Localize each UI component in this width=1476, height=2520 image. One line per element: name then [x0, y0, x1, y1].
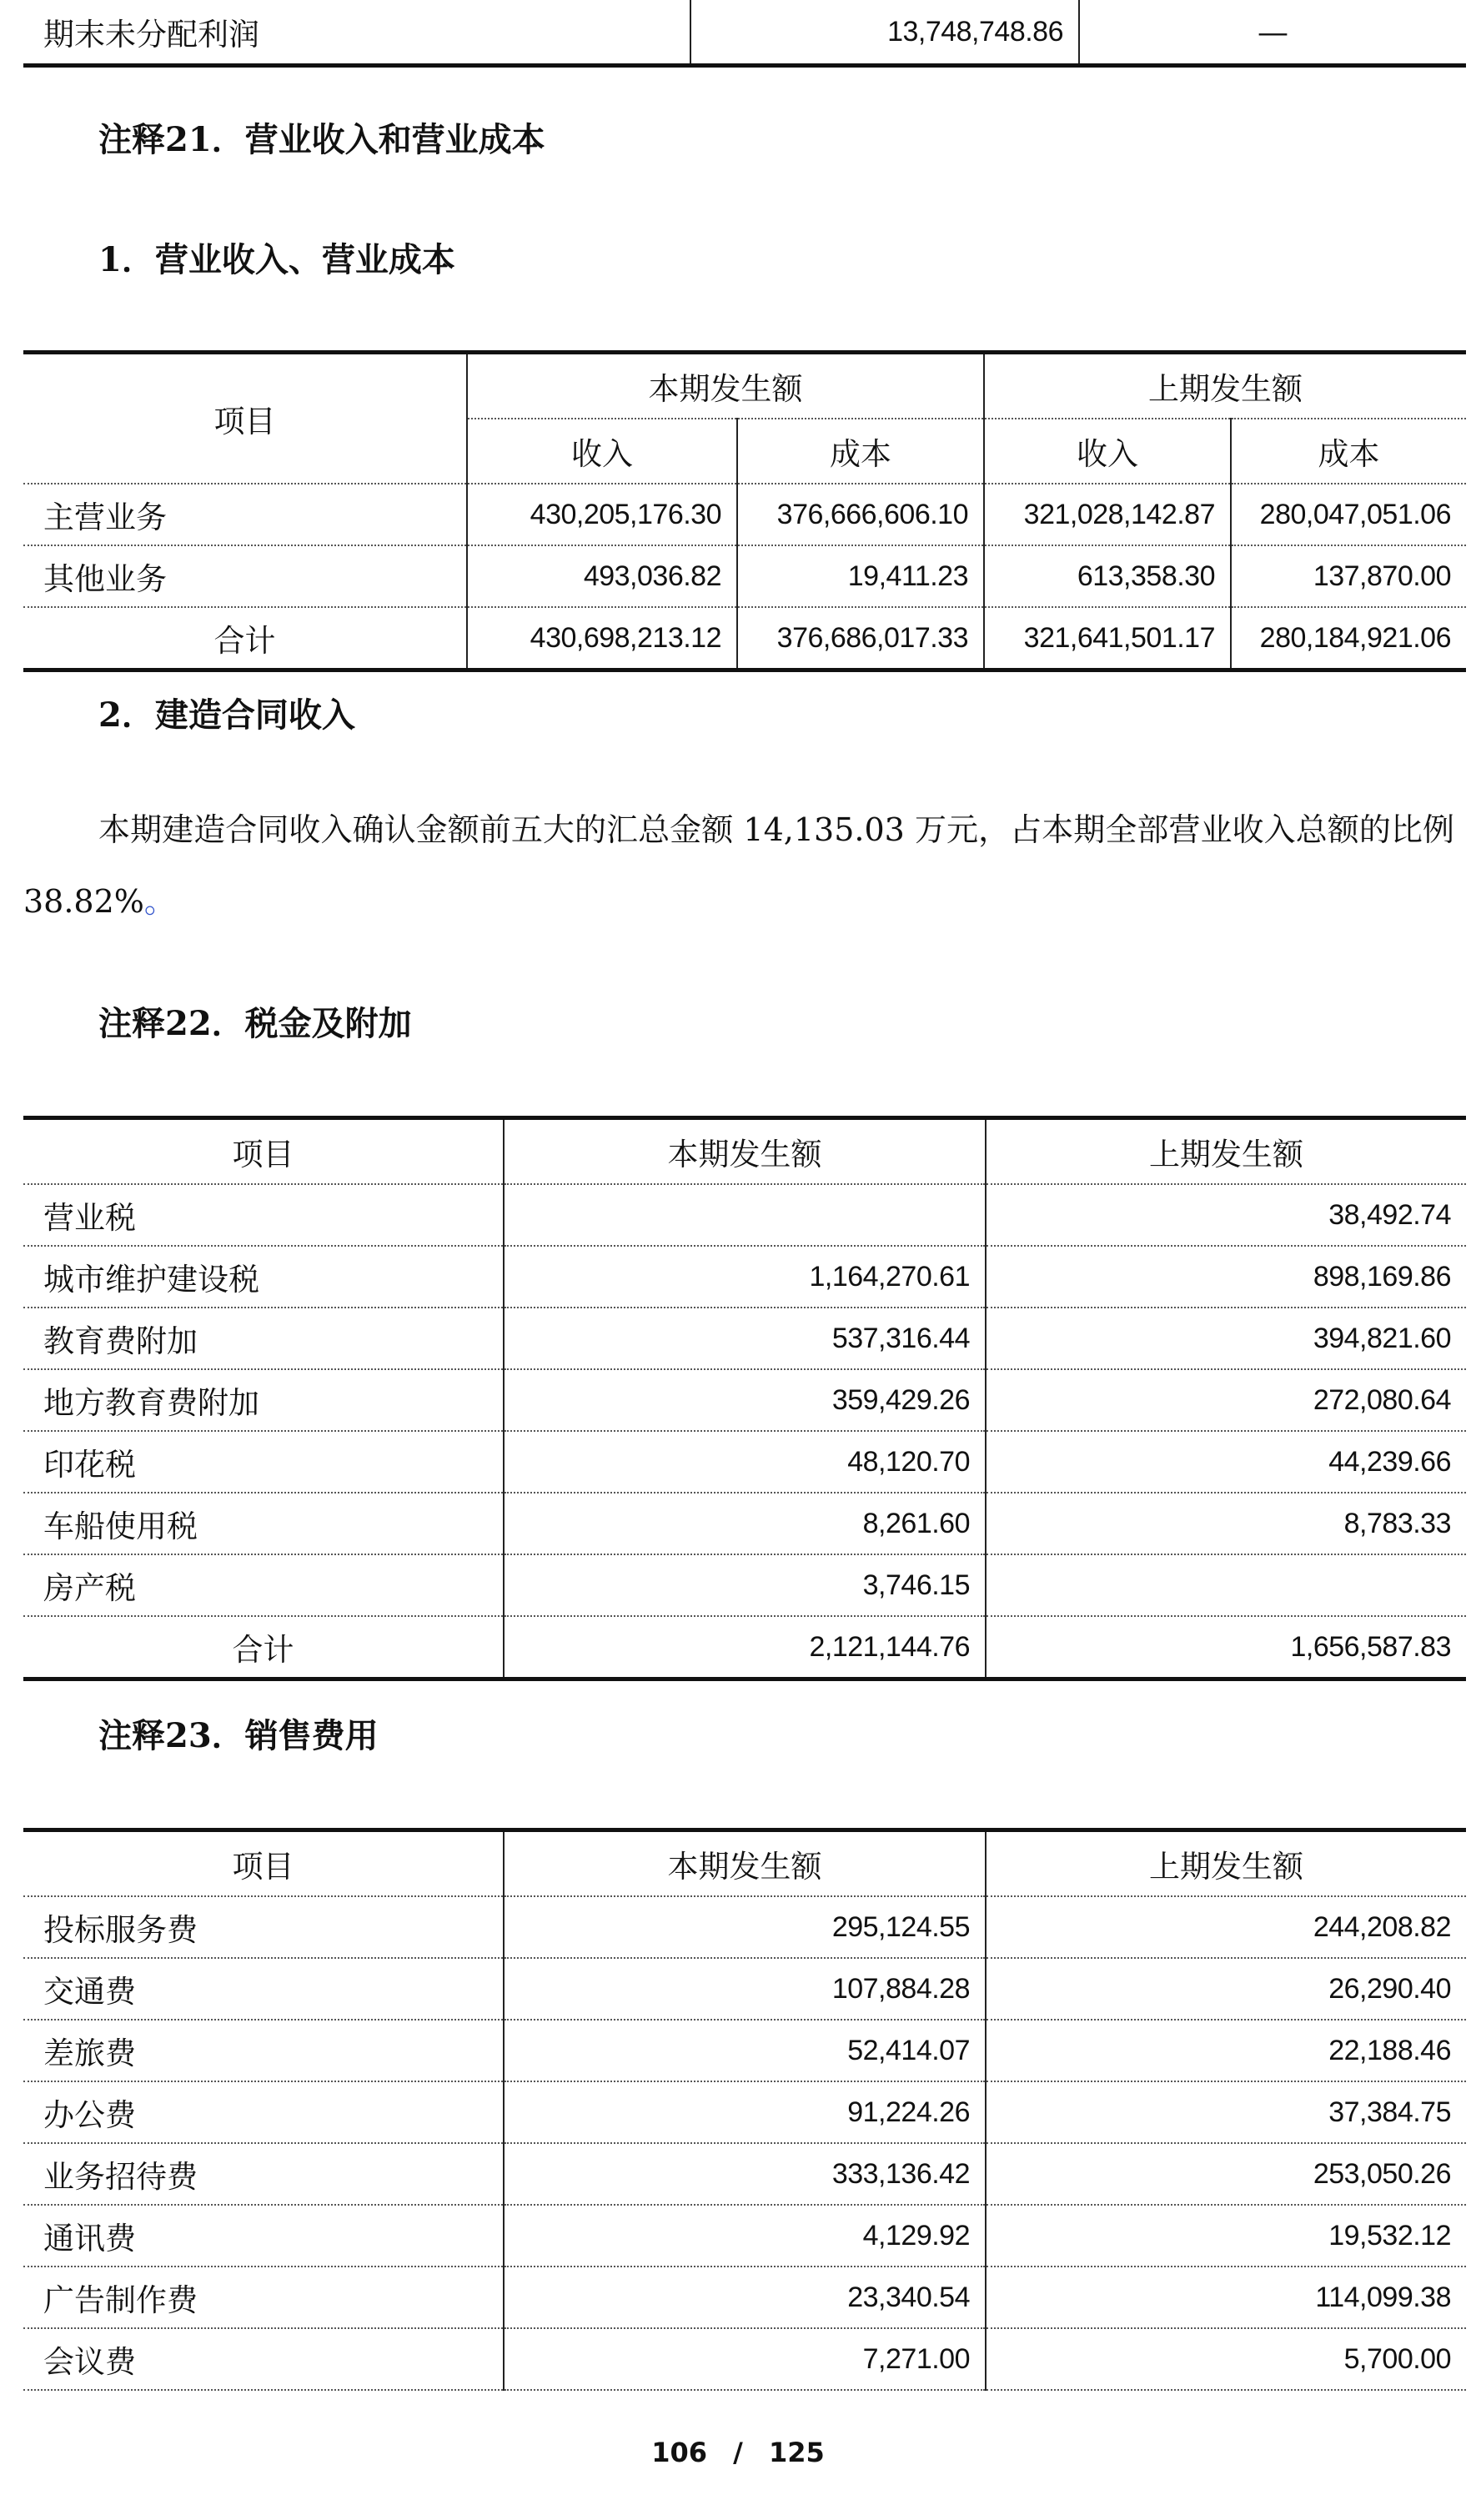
table-header-row: [23, 353, 1466, 419]
cell-value: 1,164,270.61: [504, 1246, 986, 1308]
header-previous: 上期发生额: [986, 1118, 1466, 1185]
cell-value: 359,429.26: [504, 1369, 986, 1431]
table-row: [23, 2020, 1466, 2081]
header-previous: 上期发生额: [984, 353, 1466, 419]
cell-value: 394,821.60: [986, 1308, 1466, 1369]
cell-value: 280,184,921.06: [1231, 607, 1466, 670]
table-row: [23, 2143, 1466, 2205]
cell-value: 8,261.60: [504, 1493, 986, 1554]
table-total-row: [23, 1616, 1466, 1679]
cell-value: 38,492.74: [986, 1184, 1466, 1246]
table-row: [23, 1369, 1466, 1431]
table-row: [23, 2081, 1466, 2143]
row-label: 地方教育费附加: [23, 1369, 504, 1431]
table-row: [23, 2328, 1466, 2390]
table-header-row: [23, 1830, 1466, 1897]
page-separator: /: [733, 2437, 743, 2468]
cell-value: 376,686,017.33: [737, 607, 984, 670]
cell-value: 4,129.92: [504, 2205, 986, 2266]
row-label: 合计: [23, 607, 467, 670]
cell-value: 280,047,051.06: [1231, 484, 1466, 545]
cell-value: 114,099.38: [986, 2266, 1466, 2328]
cell-value: 26,290.40: [986, 1958, 1466, 2020]
cell-value: 48,120.70: [504, 1431, 986, 1493]
row-label: 交通费: [23, 1958, 504, 2020]
table-row: [23, 1246, 1466, 1308]
cell-value: 1,656,587.83: [986, 1616, 1466, 1679]
header-previous-cost: 成本: [1231, 419, 1466, 484]
note23-title: 注释23．销售费用: [98, 1716, 379, 1755]
row-label: 营业税: [23, 1184, 504, 1246]
header-current: 本期发生额: [467, 353, 984, 419]
row-label: 差旅费: [23, 2020, 504, 2081]
table-header-row: [23, 1118, 1466, 1185]
header-item: 项目: [23, 1830, 504, 1897]
table-row: [23, 2205, 1466, 2266]
cell-value: 22,188.46: [986, 2020, 1466, 2081]
cell-value: 333,136.42: [504, 2143, 986, 2205]
header-current: 本期发生额: [504, 1118, 986, 1185]
page-number: 106: [651, 2437, 708, 2468]
table-row: [23, 1493, 1466, 1554]
cell-value: 537,316.44: [504, 1308, 986, 1369]
table-row: [23, 0, 1466, 66]
row-label: 投标服务费: [23, 1896, 504, 1958]
row-label: 期末未分配利润: [23, 0, 690, 66]
cell-value: 253,050.26: [986, 2143, 1466, 2205]
cell-value: 5,700.00: [986, 2328, 1466, 2390]
cell-value: 23,340.54: [504, 2266, 986, 2328]
header-item: 项目: [23, 1118, 504, 1185]
page-footer: [0, 2437, 1476, 2468]
row-label: 房产税: [23, 1554, 504, 1616]
row-label: 业务招待费: [23, 2143, 504, 2205]
header-item: 项目: [23, 353, 467, 484]
table-row: [23, 1554, 1466, 1616]
cell-value: 321,028,142.87: [984, 484, 1231, 545]
note21-sub1-title: 1．营业收入、营业成本: [98, 240, 455, 279]
cell-value: 19,411.23: [737, 545, 984, 607]
cell-value: 493,036.82: [467, 545, 737, 607]
row-label: 教育费附加: [23, 1308, 504, 1369]
row-label: 办公费: [23, 2081, 504, 2143]
header-current: 本期发生额: [504, 1830, 986, 1897]
current-value: 13,748,748.86: [690, 0, 1079, 66]
cell-value: 430,205,176.30: [467, 484, 737, 545]
previous-value: —: [1079, 0, 1466, 66]
taxes-surcharges-table: [23, 1116, 1466, 1681]
cell-value: 91,224.26: [504, 2081, 986, 2143]
cell-value: 376,666,606.10: [737, 484, 984, 545]
table-row: [23, 1896, 1466, 1958]
row-label: 印花税: [23, 1431, 504, 1493]
cell-value: 3,746.15: [504, 1554, 986, 1616]
cell-value: 137,870.00: [1231, 545, 1466, 607]
table-row: [23, 484, 1466, 545]
row-label: 会议费: [23, 2328, 504, 2390]
header-current-income: 收入: [467, 419, 737, 484]
table-row: [23, 1431, 1466, 1493]
cell-value: 107,884.28: [504, 1958, 986, 2020]
cell-value: 244,208.82: [986, 1896, 1466, 1958]
page-total: 125: [768, 2437, 825, 2468]
header-previous: 上期发生额: [986, 1830, 1466, 1897]
cell-value: 321,641,501.17: [984, 607, 1231, 670]
construction-contract-paragraph: [23, 794, 1454, 937]
row-label: 车船使用税: [23, 1493, 504, 1554]
note21-sub2-title: 2．建造合同收入: [98, 695, 355, 735]
table-row: [23, 1184, 1466, 1246]
table-total-row: [23, 607, 1466, 670]
note21-title: 注释21．营业收入和营业成本: [98, 120, 545, 159]
header-current-cost: 成本: [737, 419, 984, 484]
cell-value: 898,169.86: [986, 1246, 1466, 1308]
row-label: 主营业务: [23, 484, 467, 545]
cell-value: 37,384.75: [986, 2081, 1466, 2143]
cell-value: 295,124.55: [504, 1896, 986, 1958]
revenue-cost-table: [23, 350, 1466, 672]
table-row: [23, 545, 1466, 607]
selling-expenses-table: [23, 1828, 1466, 2391]
row-label: 通讯费: [23, 2205, 504, 2266]
table-row: [23, 1308, 1466, 1369]
cell-value: 19,532.12: [986, 2205, 1466, 2266]
cell-value: 272,080.64: [986, 1369, 1466, 1431]
cell-value: 7,271.00: [504, 2328, 986, 2390]
table-row: [23, 2266, 1466, 2328]
cell-value: 2,121,144.76: [504, 1616, 986, 1679]
row-label: 广告制作费: [23, 2266, 504, 2328]
cell-value: [504, 1184, 986, 1246]
cell-value: 613,358.30: [984, 545, 1231, 607]
cell-value: 8,783.33: [986, 1493, 1466, 1554]
row-label: 合计: [23, 1616, 504, 1679]
header-previous-income: 收入: [984, 419, 1231, 484]
row-label: 其他业务: [23, 545, 467, 607]
cell-value: 430,698,213.12: [467, 607, 737, 670]
paragraph-text: 本期建造合同收入确认金额前五大的汇总金额 14,135.03 万元，占本期全部营业收入总额的比例 38.82%: [23, 811, 1454, 920]
table-row: [23, 1958, 1466, 2020]
paragraph-end: 。: [143, 883, 176, 920]
cell-value: 44,239.66: [986, 1431, 1466, 1493]
cell-value: 52,414.07: [504, 2020, 986, 2081]
retained-profit-table: [23, 0, 1466, 68]
note22-title: 注释22．税金及附加: [98, 1004, 412, 1043]
row-label: 城市维护建设税: [23, 1246, 504, 1308]
cell-value: [986, 1554, 1466, 1616]
